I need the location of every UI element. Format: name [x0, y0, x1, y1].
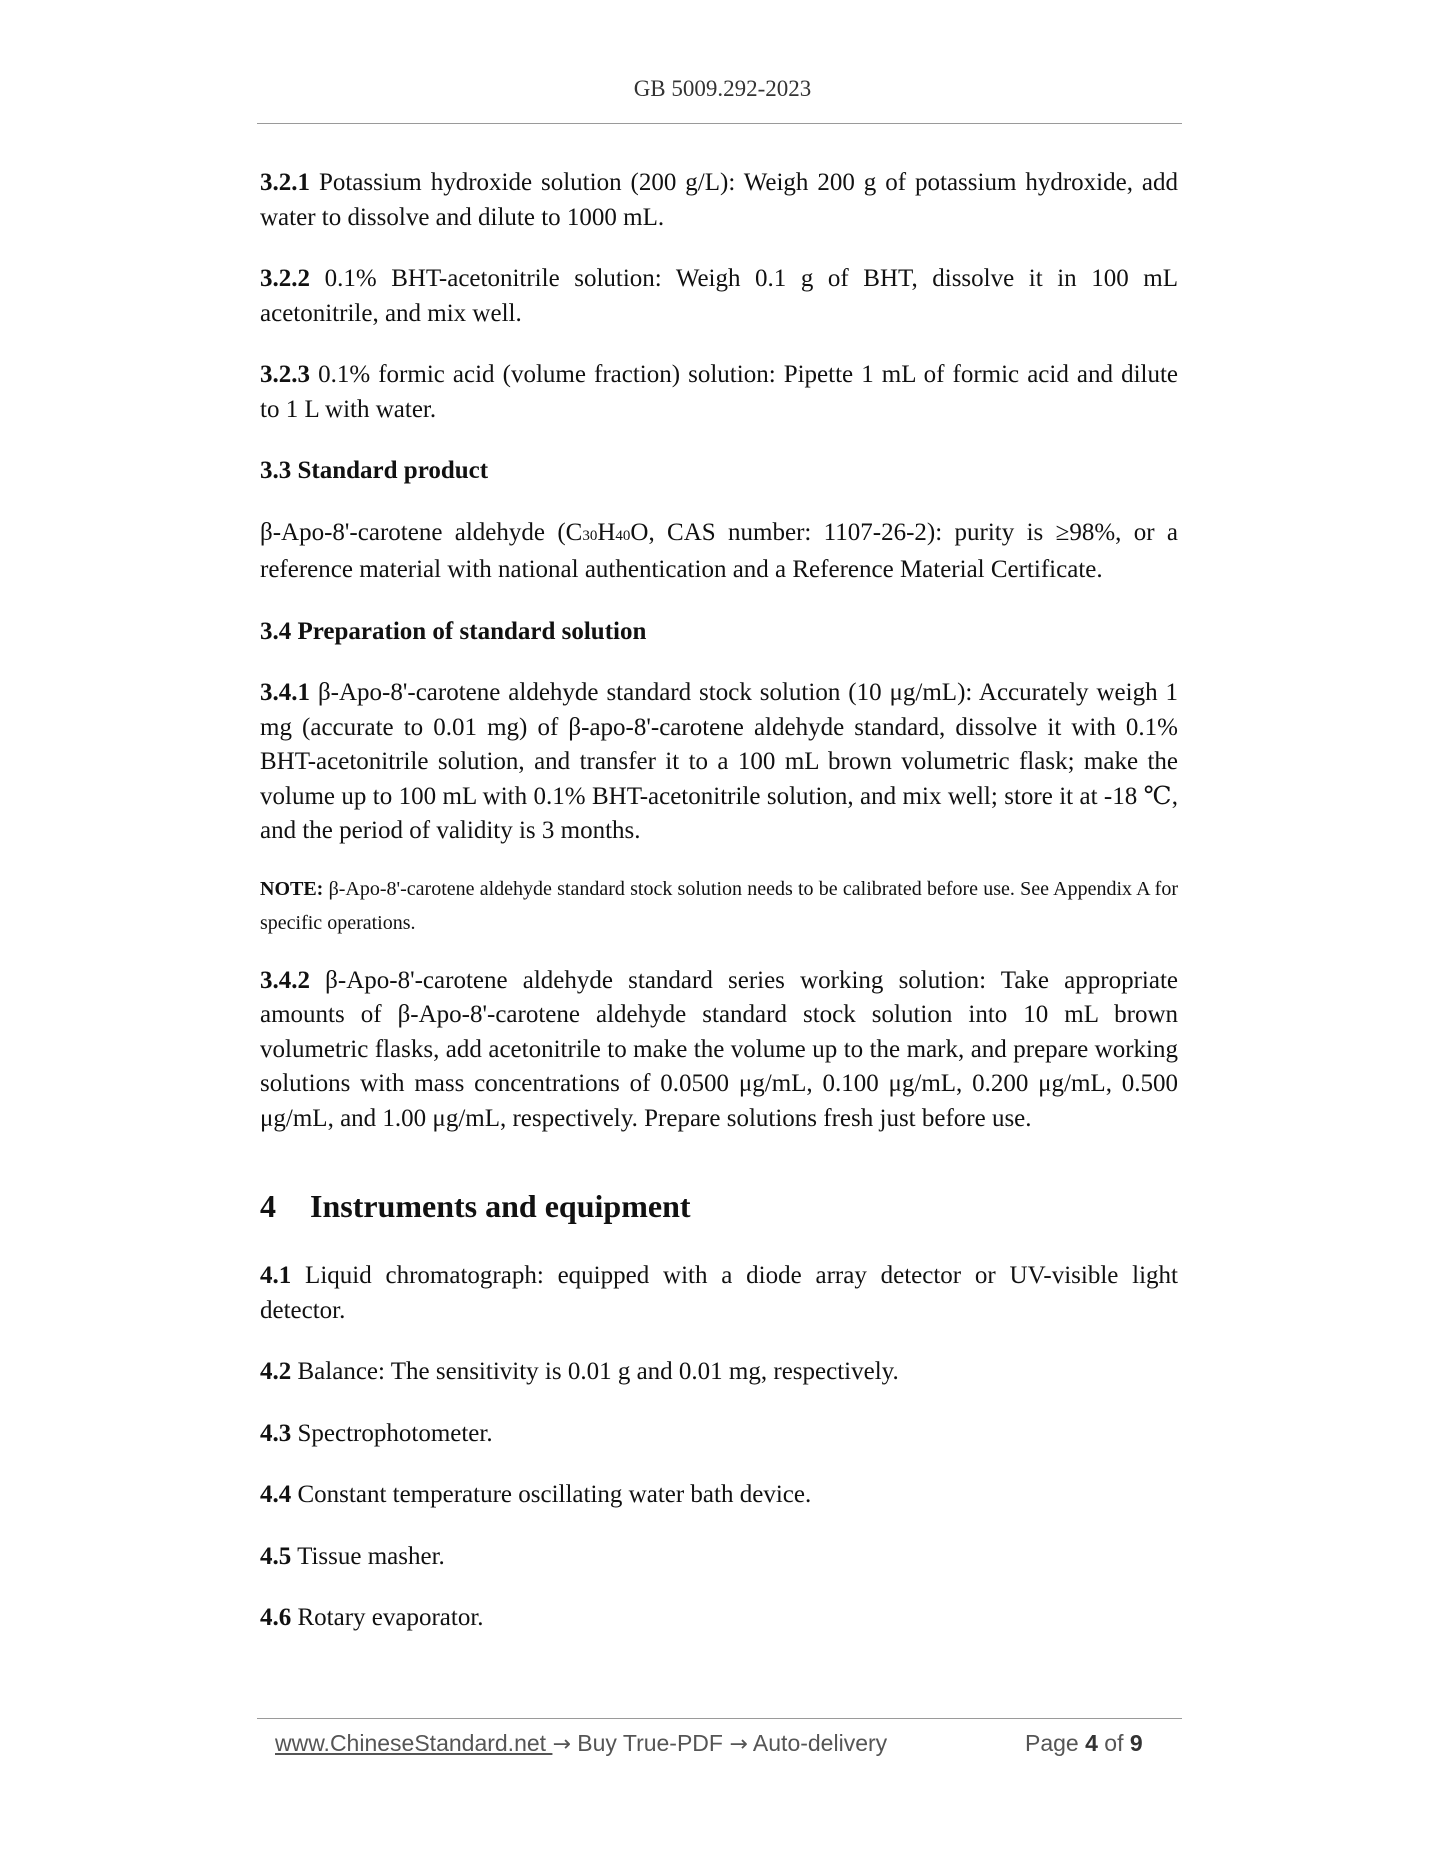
note-text: β-Apo-8'-carotene aldehyde standard stock solution needs to be calibrated before use. See Appendix A for specific operations. [260, 877, 1179, 934]
page-footer [275, 1730, 1175, 1764]
clause-text: Potassium hydroxide solution (200 g/L): Weigh 200 g of potassium hydroxide, add water to dissolve and dilute to 1000 mL. [260, 169, 1178, 231]
clause-number: 4.5 [260, 1542, 292, 1570]
clause-number: 4.4 [260, 1481, 292, 1508]
clause-text: 0.1% BHT-acetonitrile solution: Weigh 0.1 g of BHT, dissolve it in 100 mL acetonitrile, and mix well. [260, 265, 1178, 327]
clause-number: 3.4.1 [260, 679, 310, 706]
section-number: 4 [260, 1188, 276, 1224]
page-of: of [1104, 1730, 1124, 1756]
chem-text: β-Apo-8'-carotene aldehyde (C [260, 518, 583, 546]
page-total: 9 [1129, 1730, 1143, 1756]
clause-4-2 [260, 1355, 1178, 1390]
clause-text: β-Apo-8'-carotene aldehyde standard stock solution (10 μg/mL): Accurately weigh 1 mg (accurate to 0.01 mg) of β-apo-8'-carotene aldehyde standard, dissolve it with 0.1% BHT-acetonitrile solution, and transfer it to a 100 mL brown volumetric flask; make the volume up to 100 mL with 0.1% BHT-acetonitrile solution, and mix well; store it at -18 ℃, and the period of validity is 3 months. [260, 679, 1178, 844]
buy-text: Buy True-PDF [570, 1730, 730, 1756]
page-label: Page [1025, 1730, 1079, 1756]
clause-number: 3.2.2 [260, 265, 310, 292]
clause-3-2-1 [260, 166, 1178, 235]
clause-number: 4.6 [260, 1604, 292, 1631]
clause-text: Constant temperature oscillating water bath device. [297, 1481, 812, 1508]
chem-text: O, CAS number: 1107-26-2): purity is ≥98%, or a reference material with national authentication and a Reference Material Certificate. [260, 518, 1178, 583]
chem-subscript: 30 [582, 527, 598, 544]
heading-3-4: 3.4 Preparation of standard solution [260, 617, 647, 645]
header-divider [257, 123, 1182, 124]
clause-number: 3.4.2 [260, 966, 310, 994]
page-current: 4 [1085, 1730, 1098, 1756]
clause-number: 4.3 [260, 1419, 292, 1447]
clause-4-4 [260, 1478, 1178, 1513]
arrow-right-icon: → [552, 1732, 571, 1757]
footer-promo [275, 1730, 887, 1757]
clause-text: 0.1% formic acid (volume fraction) solution: Pipette 1 mL of formic acid and dilute to 1 L with water. [260, 361, 1179, 423]
clause-text: Rotary evaporator. [297, 1604, 484, 1631]
chem-subscript: 40 [615, 527, 631, 544]
section-4-heading [260, 1186, 1178, 1226]
clause-text: Liquid chromatograph: equipped with a diode array detector or UV-visible light detector. [260, 1262, 1178, 1324]
site-link[interactable]: www.ChineseStandard.net [275, 1730, 553, 1756]
clause-number: 3.2.1 [260, 169, 310, 196]
clause-3-2-2 [260, 262, 1178, 331]
clause-4-3 [260, 1417, 1178, 1452]
clause-number: 4.1 [260, 1262, 292, 1289]
note [260, 872, 1178, 940]
heading-3-3: 3.3 Standard product [260, 457, 489, 484]
clause-text: Tissue masher. [297, 1542, 445, 1570]
section-title: Instruments and equipment [310, 1188, 691, 1224]
page-header: GB 5009.292-2023 [633, 76, 812, 101]
clause-text: Balance: The sensitivity is 0.01 g and 0.01 mg, respectively. [297, 1358, 899, 1385]
chem-text: H [597, 518, 616, 546]
footer-divider [257, 1718, 1182, 1719]
clause-3-4-2 [260, 964, 1178, 1137]
page-body [260, 166, 1178, 1663]
clause-number: 4.2 [260, 1358, 292, 1385]
clause-3-3-text [260, 516, 1178, 588]
clause-number: 3.2.3 [260, 361, 310, 388]
clause-text: β-Apo-8'-carotene aldehyde standard series working solution: Take appropriate amounts of β-Apo-8'-carotene aldehyde standard stock solution into 10 mL brown volumetric flasks, add acetonitrile to make the volume up to the mark, and prepare working solutions with mass concentrations of 0.0500 μg/mL, 0.100 μg/mL, 0.200 μg/mL, 0.500 μg/mL, and 1.00 μg/mL, respectively. Prepare solutions fresh just before use. [260, 966, 1178, 1132]
clause-3-2-3 [260, 358, 1178, 427]
clause-3-4-1 [260, 676, 1178, 849]
clause-4-5 [260, 1540, 1178, 1575]
clause-text: Spectrophotometer. [297, 1419, 493, 1447]
clause-4-1 [260, 1259, 1178, 1328]
note-label: NOTE: [260, 877, 324, 900]
delivery-text: Auto-delivery [747, 1730, 888, 1756]
clause-4-6 [260, 1601, 1178, 1636]
arrow-right-icon: → [729, 1732, 748, 1757]
page-indicator [1025, 1730, 1143, 1757]
